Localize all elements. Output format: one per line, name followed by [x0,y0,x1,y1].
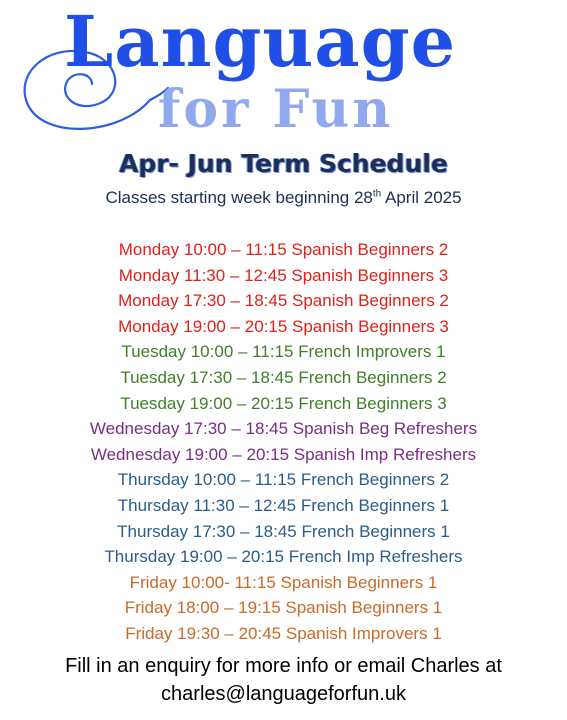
subtitle-superscript: th [372,188,382,200]
class-schedule [0,237,567,647]
class-row-friday-3: Friday 19:30 – 20:45 Spanish Improvers 1 [125,623,442,643]
class-row-wednesday-1: Wednesday 17:30 – 18:45 Spanish Beg Refreshers [89,419,478,439]
class-row-friday-2: Friday 18:00 – 19:15 Spanish Beginners 1 [124,598,443,618]
class-row-monday-2: Monday 11:30 – 12:45 Spanish Beginners 3 [118,265,449,285]
class-row-thursday-1: Thursday 10:00 – 11:15 French Beginners 2 [117,470,450,490]
contact-email[interactable]: charles@languageforfun.uk [161,683,406,705]
class-row-thursday-3: Thursday 17:30 – 18:45 French Beginners 1 [117,521,450,541]
logo-subtitle: for Fun [158,79,394,140]
class-row-monday-1: Monday 10:00 – 11:15 Spanish Beginners 2 [118,240,449,259]
subtitle-suffix: April 2025 [381,188,462,207]
class-row-thursday-4: Thursday 19:00 – 20:15 French Imp Refreshers [104,547,463,567]
logo [0,0,567,150]
logo-wordmark: Language [64,0,457,83]
enquiry-text: Fill in an enquiry for more info or email Charles at [65,655,502,677]
class-row-wednesday-2: Wednesday 19:00 – 20:15 Spanish Imp Refreshers [90,444,477,464]
class-row-tuesday-1: Tuesday 10:00 – 11:15 French Improvers 1 [121,342,446,362]
subtitle-prefix: Classes starting week beginning 28 [105,188,373,207]
class-row-tuesday-2: Tuesday 17:30 – 18:45 French Beginners 2 [120,367,447,387]
schedule-subtitle [0,186,567,210]
class-row-monday-4: Monday 19:00 – 20:15 Spanish Beginners 3 [118,316,449,336]
class-row-thursday-2: Thursday 11:30 – 12:45 French Beginners 1 [117,495,450,515]
class-row-monday-3: Monday 17:30 – 18:45 Spanish Beginners 2 [118,291,449,311]
class-row-friday-1: Friday 10:00- 11:15 Spanish Beginners 1 [129,572,438,592]
class-row-tuesday-3: Tuesday 19:00 – 20:15 French Beginners 3 [120,393,447,413]
page-title: Apr- Jun Term Schedule [119,149,448,178]
contact-footer [0,652,567,708]
